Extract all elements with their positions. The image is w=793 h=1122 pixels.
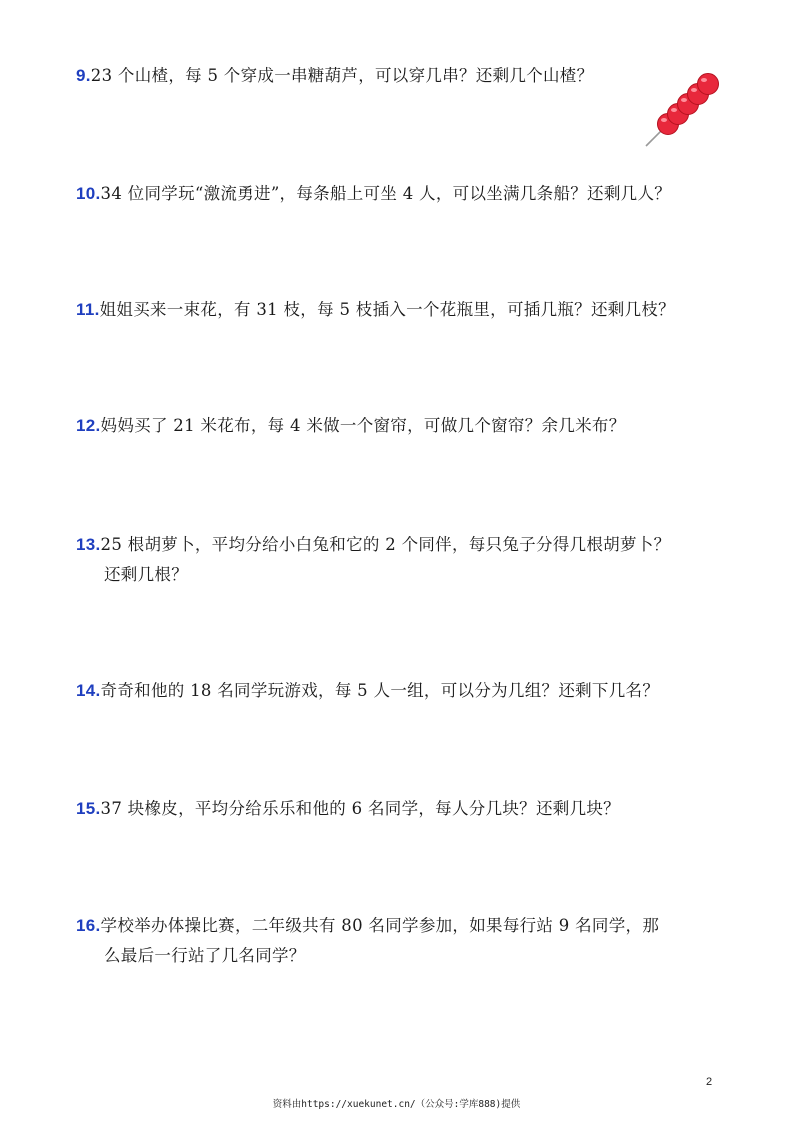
question-text: 奇奇和他的 18 名同学玩游戏，每 5 人一组，可以分为几组？还剩下几名？	[100, 681, 660, 700]
question-text-continued: 还剩几根？	[104, 565, 188, 584]
question-15	[76, 794, 726, 824]
question-14	[76, 676, 726, 706]
footer-source-note: 资料由https://xuekunet.cn/（公众号:学库888)提供	[272, 1099, 521, 1110]
question-text-continued: 么最后一行站了几名同学？	[104, 946, 306, 965]
question-number: 10.	[76, 184, 101, 203]
question-text: 34 位同学玩“激流勇进”，每条船上可坐 4 人，可以坐满几条船？还剩几人？	[100, 184, 672, 203]
question-16	[76, 911, 726, 971]
question-text: 姐姐买来一束花，有 31 枝，每 5 枝插入一个花瓶里，可插几瓶？还剩几枝？	[99, 300, 675, 319]
question-13	[76, 530, 726, 590]
question-text: 23 个山楂，每 5 个穿成一串糖葫芦，可以穿几串？还剩几个山楂？	[90, 66, 594, 85]
question-number: 9.	[76, 66, 91, 85]
question-number: 16.	[76, 916, 101, 935]
page-number: 2	[706, 1076, 713, 1088]
question-text: 37 块橡皮，平均分给乐乐和他的 6 名同学，每人分几块？还剩几块？	[100, 799, 620, 818]
question-number: 12.	[76, 416, 101, 435]
question-text: 25 根胡萝卜，平均分给小白兔和它的 2 个同伴，每只兔子分得几根胡萝卜？	[100, 535, 671, 554]
question-number: 11.	[76, 300, 100, 319]
hawthorn-berries	[658, 74, 719, 135]
question-number: 13.	[76, 535, 101, 554]
question-9	[76, 61, 726, 91]
question-12	[76, 411, 726, 441]
question-number: 15.	[76, 799, 101, 818]
question-text: 学校举办体操比赛，二年级共有 80 名同学参加，如果每行站 9 名同学，那	[100, 916, 660, 935]
question-11	[76, 295, 726, 325]
question-10	[76, 179, 726, 209]
question-number: 14.	[76, 681, 101, 700]
question-text: 妈妈买了 21 米花布，每 4 米做一个窗帘，可做几个窗帘？余几米布？	[100, 416, 626, 435]
candied-hawthorn-illustration	[640, 62, 730, 152]
